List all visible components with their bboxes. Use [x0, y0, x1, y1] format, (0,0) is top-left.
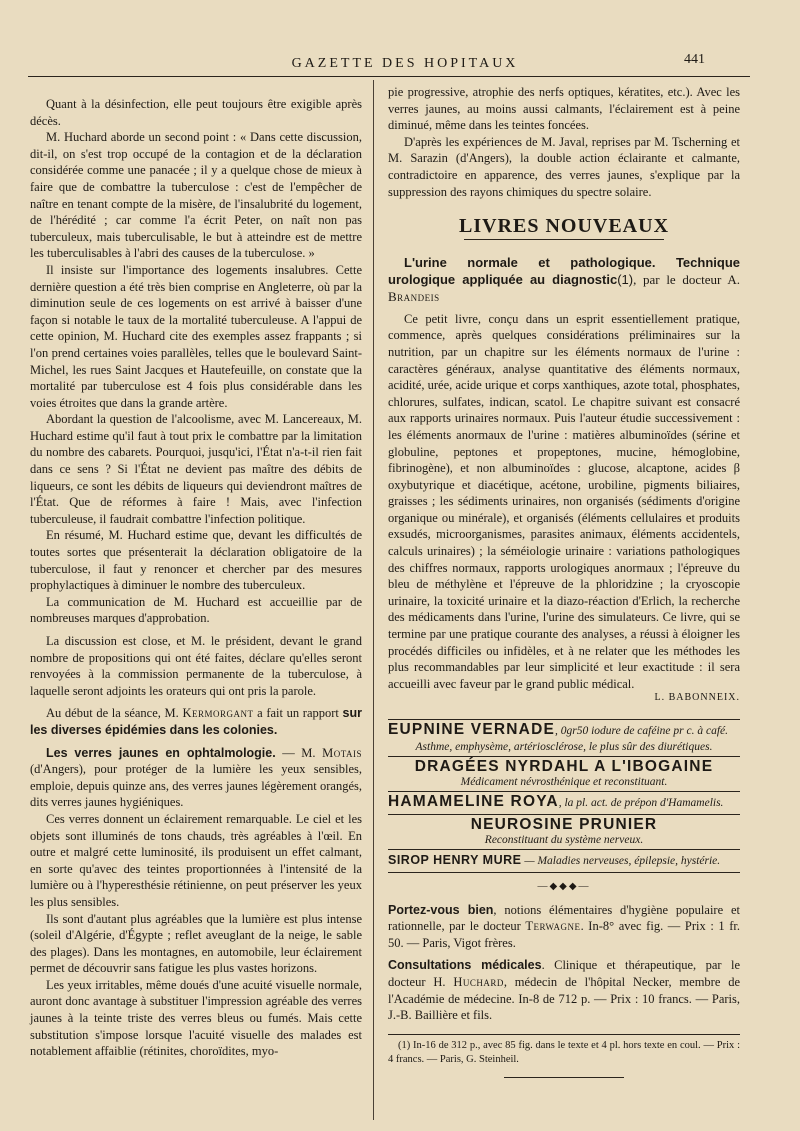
text: , par le docteur A. — [633, 271, 740, 287]
footnote-ref: (1) — [617, 271, 634, 287]
section-rule — [464, 239, 664, 240]
bold-text: sur les diverses épidémies dans les colonies. — [30, 706, 362, 737]
paragraph: La communication de M. Huchard est accueillie par de nombreuses marques d'approbation. — [30, 594, 362, 626]
text: Au début de la séance, M. — [46, 706, 183, 721]
article-heading: Les verres jaunes en ophtalmologie. — [46, 745, 276, 760]
ad-brand: EUPNINE VERNADE — [388, 721, 555, 738]
ornament-divider: —◆◆◆— — [537, 880, 591, 892]
ad-brand: HAMAMELINE ROYA — [388, 793, 559, 811]
book-notice — [388, 902, 740, 952]
author-name: Brandeis — [388, 288, 440, 304]
paragraph: Abordant la question de l'alcoolisme, avec M. Lancereaux, M. Huchard estime qu'il faut à tout prix le combattre par la limitation du nombre des cabarets. Pourquoi, jusqu'ici, l'État n'a-t-il rien fait dans ce sens ? Si l'État ne devient pas maître des débits de liqueurs, ce sont les débits de liqueurs qui deviendront maîtres de l'État. Que de réformes à faire ! Mais, avec l'infection tuberculeuse, il faudrait combattre l'infection politique. — [30, 412, 362, 526]
left-column — [30, 96, 362, 1060]
paragraph: pie progressive, atrophie des nerfs optiques, kératites, etc.). Avec les verres jaunes, au moins aussi calmants, l'éclairement est à peine diminué, même dans les teintes foncées. — [388, 85, 740, 133]
paragraph: La discussion est close, et M. le président, devant le grand nombre de propositions qui ont été faites, déclare qu'elles seront renvoyées à la commission permanente de la tuberculose, à laquelle seront adjoints les orateurs qui ont pris la parole. — [30, 634, 362, 698]
text: , notions élémentaires d'hygiène populaire et rationnelle, par le docteur — [388, 902, 740, 934]
footnote — [388, 1034, 740, 1067]
book-title-line — [388, 254, 740, 305]
ad-inline: , la pl. act. de prépon d'Hamamelis. — [558, 797, 724, 810]
book-title: Portez-vous bien — [388, 902, 494, 917]
right-column — [388, 84, 740, 1078]
page-header — [0, 52, 800, 78]
paragraph: Les yeux irritables, même doués d'une acuité visuelle normale, auront donc avantage à substituer l'impression agréable des verres jaunes à la teinte triste des verres bleus ou fumés. Mais cette substitution s'impose lorsque l'acuité visuelle des malades est notablement affaiblie (rétinites, choroïdites, myo- — [30, 977, 362, 1059]
book-review: Ce petit livre, conçu dans un esprit essentiellement pratique, commence, après quelques considérations préliminaires sur la nutrition, par un chapitre sur les éléments normaux de l'urine : caractères généraux, analyse quantitative des éléments normaux, acidité, urée, acide urique et corps xanthiques, azote total, phosphates, chlorures, sulfates, indican, scatol. Le chapitre suivant est consacré aux rapports urinaires normaux. Puis l'auteur étudie successivement : les éléments anormaux de l'urine : matières albuminoïdes (sérine et globuline, peptones et propeptones, mucine, hémoglobine, fibrinogène), et non albuminoïdes : glucose, alcaptone, acides β oxybutyrique et diacétique, acétone, urobiline, pigments biliaires, graisses ; les sédiments urinaires, non organisés (sédiments d'origine organique ou minérale), et organisés (éléments cellulaires et produits exsudés, microorganismes, parasites animaux, éléments accidentels, calculs urinaires) ; la séméiologie urinaire : variations pathologiques des chiffres normaux, rapports urologiques anormaux ; l'épreuve du bleu de méthylène et l'épreuve de la phloridzine ; la cryoscopie urinaire, la toxicité urinaire et la diazo-réaction d'Erlich, la recherche des médicaments dans l'urine, l'urine des simulateurs. Ce livre, qui se termine par une pratique courante des analyses, a réussi à éloigner les procédés difficiles ou infidèles, et à ne relater que les méthodes les plus recommandables par leur simplicité et leur exactitude : il sera accueilli avec faveur par le grand public médical. — [388, 311, 740, 691]
signature: L. BABONNEIX. — [654, 692, 740, 704]
author-name: Terwagne — [525, 919, 581, 934]
ad-brand: NEUROSINE PRUNIER — [470, 815, 658, 833]
author-name: Motais — [322, 745, 362, 760]
book-notice — [388, 957, 740, 1023]
column-divider — [373, 80, 374, 1120]
book-title: L'urine normale et pathologique. Technique urologique appliquée au diagnostic — [388, 254, 740, 287]
ad-dragees — [388, 757, 740, 793]
author-name: Kermorgant — [182, 706, 254, 721]
text: . Clinique et thérapeutique, par le docteur H. — [388, 958, 740, 989]
text: . In-8° avec fig. — Prix : 1 fr. 50. — Paris, Vigot frères. — [388, 919, 740, 950]
end-rule — [504, 1077, 624, 1078]
ad-brand: SIROP HENRY MURE — [388, 853, 522, 868]
footnote-text: (1) In-16 de 312 p., avec 85 fig. dans le texte et 4 pl. hors texte en coul. — Prix : 4 francs. — Paris, G. Steinheil. — [388, 1039, 740, 1065]
ad-hamameline — [388, 792, 740, 815]
paragraph-article-head — [30, 745, 362, 811]
page-number: 441 — [684, 52, 705, 67]
advertisements — [388, 719, 740, 873]
ad-eupnine — [388, 720, 740, 757]
header-rule — [28, 76, 750, 77]
paragraph: Ces verres donnent un éclairement remarquable. Le ciel et les objets sont illuminés de tons chauds, très agréables à l'œil. En outre et malgré cette luminosité, ils produisent un effet calmant, en sorte qu'avec des teintes proportionnées à l'intensité de la lumière ou à l'hyperesthésie rétinienne, on peut préserver les yeux les plus sensibles. — [30, 811, 362, 909]
text: , médecin de l'hôpital Necker, membre de l'Académie de médecine. In-8 de 712 p. — Prix : 10 francs. — Paris, J.-B. Baillière et fils. — [388, 974, 741, 1023]
paragraph: M. Huchard aborde un second point : « Dans cette discussion, dit-il, on s'est trop occupé de la contagion et de la déclaration considérée comme une panacée ; il y a quelque chose de mieux à faire que de combattre la tuberculose : c'est de l'empêcher de naître en tenant compte de la misère, de l'insalubrité du logement, de l'hérédité ; car comme l'a écrit Peter, on naît non pas tuberculeux, mais tuberculisable, le but à atteindre est de mettre les tuberculisables à l'abri des causes de la tuberculose. » — [30, 130, 362, 261]
paragraph: Ils sont d'autant plus agréables que la lumière est plus intense (soleil d'Algérie, d'Égypte ; reflet aveuglant de la neige, le sable des plages). Dans les montagnes, en automobile, leur éclairement permet de découvrir sans fatigue les plus vastes horizons. — [30, 911, 362, 976]
text: (d'Angers), pour protéger de la lumière les yeux sensibles, emploie, depuis quinze ans, des verres jaunes légèrement orangés, dits verres jaunes hygiéniques. — [30, 762, 362, 810]
section-title: LIVRES NOUVEAUX — [458, 215, 670, 238]
ad-inline: — Maladies nerveuses, épilepsie, hystérie. — [521, 855, 721, 868]
journal-title: GAZETTE DES HOPITAUX — [291, 56, 519, 71]
paragraph: D'après les expériences de M. Javal, reprises par M. Tscherning et M. Sarazin (d'Angers), la double action éclairante et calmante, contradictoire en apparence, des verres jaunes, s'explique par la suppression des rayons chimiques du spectre solaire. — [388, 134, 740, 199]
ad-neurosine — [388, 815, 740, 851]
ad-subtitle: Asthme, emphysème, artériosclérose, le plus sûr des diurétiques. — [415, 740, 713, 753]
text: — M. — [275, 745, 323, 760]
paragraph-session — [30, 705, 362, 738]
text: a fait un rapport — [253, 706, 343, 721]
paragraph: En résumé, M. Huchard estime que, devant les difficultés de toutes sortes que présenterait la déclaration obligatoire de la tuberculose, il faut y renoncer et chercher par des mesures prophylactiques à diminuer le nombre des tuberculeux. — [30, 528, 362, 593]
paragraph: Il insiste sur l'importance des logements insalubres. Cette dernière question a été très bien comprise en Angleterre, où par la diminution seule de ces logements on est arrivé à baisser d'une façon si notable le taux de la mortalité tuberculeuse. A l'appui de cette opinion, M. Huchard cite des exemples assez frappants ; si l'on prend certaines voies parallèles, telles que le boulevard Saint-Michel, les rues Saint Jacques et Hautefeuille, on constate que la mortalité par tuberculose est 4 fois plus considérable dans les voies étroites que dans la grande artère. — [30, 262, 362, 410]
ad-inline: , 0gr50 iodure de caféine pr c. à café. — [555, 725, 728, 737]
ad-brand: DRAGÉES NYRDAHL A L'IBOGAINE — [414, 757, 714, 775]
paragraph: Quant à la désinfection, elle peut toujours être exigible après décès. — [30, 97, 362, 128]
ad-sirop — [388, 850, 740, 873]
author-name: Huchard — [453, 974, 504, 989]
ad-subtitle: Reconstituant du système nerveux. — [484, 834, 644, 847]
book-title: Consultations médicales — [388, 958, 542, 973]
ad-subtitle: Médicament névrosthénique et reconstituant. — [460, 776, 668, 789]
